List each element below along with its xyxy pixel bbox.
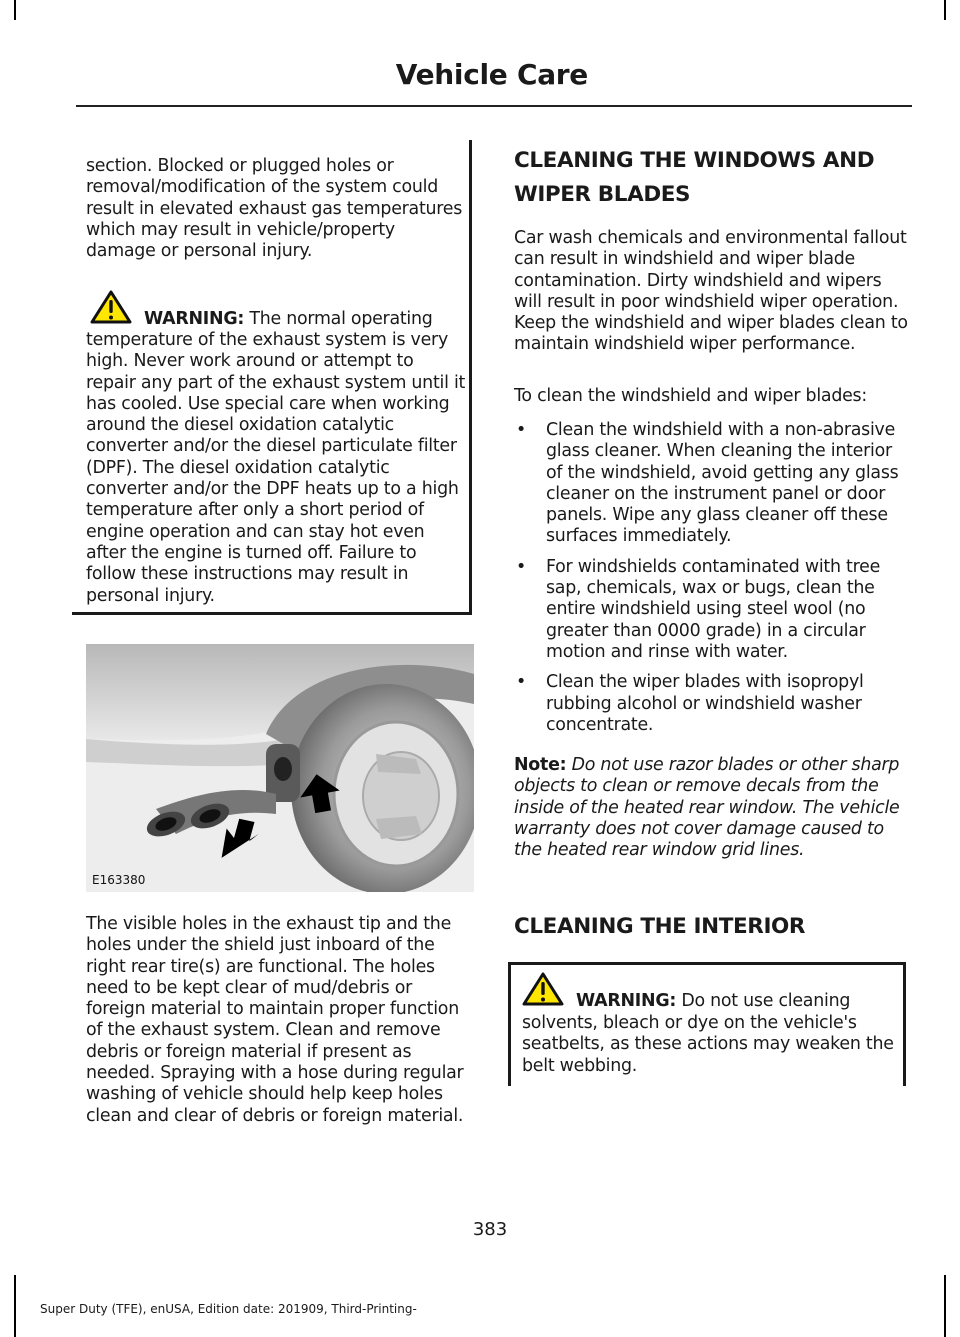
crop-mark (14, 0, 16, 20)
list-item-text: Clean the windshield with a non-abrasive glass cleaner. When cleaning the interior of the windshield, avoid getting any glass cleaner on the instrument panel or door panels. Wipe any glass cleaner off these surfaces immediately. (546, 420, 899, 547)
windows-paragraph-1: Car wash chemicals and environmental fallout can result in windshield and wiper blade contamination. Dirty windshield and wipers will result in poor windshield wiper operation. Keep the windshield and wiper blades clean to maintain windshield wiper performance. (514, 228, 908, 355)
list-item (514, 672, 908, 736)
warning-label: WARNING: (576, 991, 677, 1011)
note-label: Note: (514, 755, 567, 775)
edition-footer: Super Duty (TFE), enUSA, Edition date: 201909, Third-Printing- (40, 1302, 417, 1316)
note-text: Do not use razor blades or other sharp objects to clean or remove decals from the inside of the heated rear window. The vehicle warranty does not cover damage caused to the heated rear window grid lines. (514, 755, 900, 861)
crop-mark (944, 0, 946, 20)
warning-triangle-icon (522, 972, 564, 1006)
warning-first-line (144, 309, 433, 330)
exhaust-holes-paragraph: The visible holes in the exhaust tip and the holes under the shield just inboard of the right rear tire(s) are functional. The holes need to be kept clear of mud/debris or foreign material to maintain proper function of the exhaust system. Clean and remove debris or foreign material if present as needed. Spraying with a hose during regular washing of vehicle should help keep holes clean and clear of debris or foreign material. (86, 914, 464, 1126)
bullet-icon: • (516, 556, 527, 577)
list-item (514, 420, 908, 548)
windows-paragraph-2: To clean the windshield and wiper blades: (514, 386, 867, 406)
crop-mark (944, 1275, 946, 1337)
page-title: Vehicle Care (395, 58, 588, 91)
list-item-text: For windshields contaminated with tree sap, chemicals, wax or bugs, clean the entire windshield using steel wool (no greater than 0000 grade) in a circular motion and rinse with water. (546, 556, 881, 662)
note-paragraph (514, 755, 908, 861)
list-item (514, 557, 908, 663)
bullet-icon: • (516, 420, 527, 440)
section-heading-interior: CLEANING THE INTERIOR (514, 914, 806, 939)
interior-warning-first-line (576, 991, 850, 1012)
warning-body: temperature of the exhaust system is very high. Never work around or attempt to repair any part of the exhaust system until it has cooled. Use special care when working around the diesel oxidation catalytic converter and/or the diesel particulate filter (DPF). The diesel oxidation catalytic converter and/or the DPF heats up to a high temperature after only a short period of engine operation and can stay hot even after the engine is turned off. Failure to follow these instructions may result in personal injury. (86, 330, 466, 606)
figure-id: E163380 (92, 873, 146, 887)
interior-warning-body: solvents, bleach or dye on the vehicle's seatbelts, as these actions may weaken the belt webbing. (522, 1013, 894, 1076)
section-heading-line1: CLEANING THE WINDOWS AND (514, 148, 875, 173)
cleaning-steps-list (514, 420, 908, 736)
intro-paragraph: section. Blocked or plugged holes or removal/modification of the system could result in elevated exhaust gas temperatures which may result in vehicle/property damage or personal injury. (86, 156, 463, 262)
header-divider (76, 105, 912, 107)
section-heading-windows (514, 144, 914, 212)
warning-first-line-text: The normal operating (244, 309, 433, 329)
bullet-icon: • (516, 672, 527, 693)
warning-label: WARNING: (144, 309, 245, 329)
section-heading-line2: WIPER BLADES (514, 182, 691, 207)
crop-mark (14, 1275, 16, 1337)
exhaust-illustration (86, 644, 474, 892)
warning-first-line-text: Do not use cleaning (676, 991, 851, 1011)
list-item-text: Clean the wiper blades with isopropyl rubbing alcohol or windshield washer concentrate. (546, 672, 864, 735)
warning-triangle-icon (90, 290, 132, 324)
page-number: 383 (472, 1219, 508, 1240)
